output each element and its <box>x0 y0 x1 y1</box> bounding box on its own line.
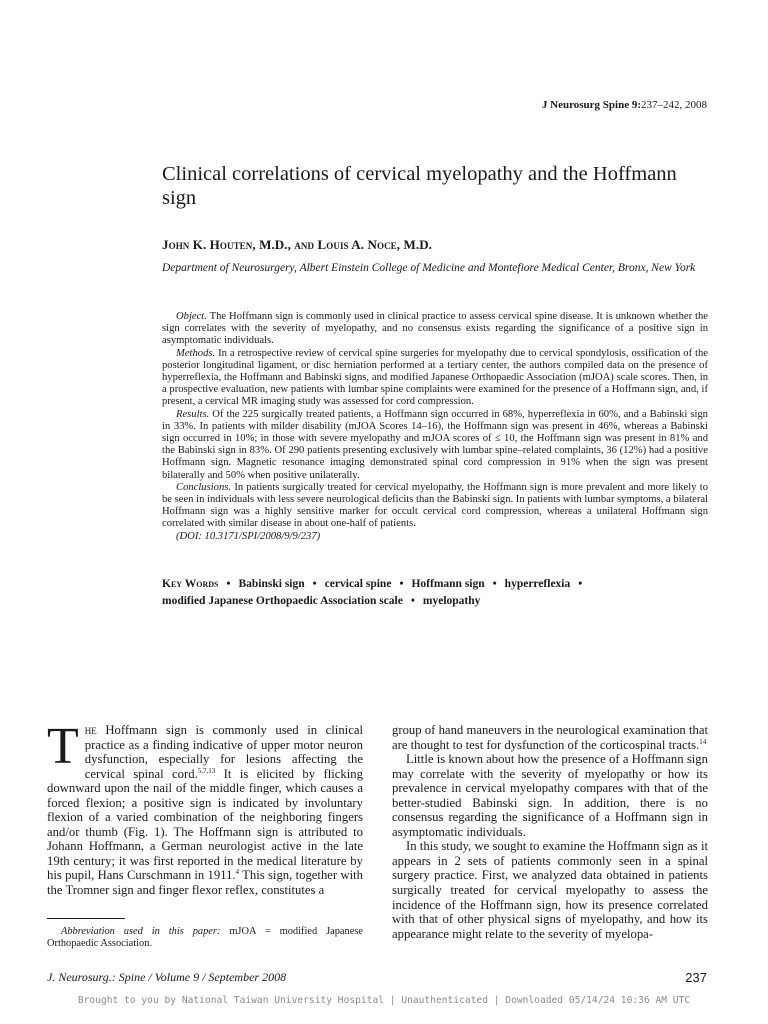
footnote-body: mJOA = modified Japanese Orthopaedic Association. <box>47 926 363 949</box>
keywords-label: Key Words <box>162 578 219 590</box>
affiliation: Department of Neurosurgery, Albert Einstein College of Medicine and Montefiore Medical Center, Bronx, New York <box>162 262 696 274</box>
abstract-methods <box>162 348 708 409</box>
body-paragraph <box>47 718 363 898</box>
bullet-separator: • <box>410 595 415 607</box>
keyword: Hoffmann sign <box>411 578 485 590</box>
abstract-methods-text: In a retrospective review of cervical spine surgeries for myelopathy due to cervical spondylosis, ossification of the posterior longitudinal ligament, or disc herniation performed at a tertiary center, the authors compiled data on the presence of hyperreflexia, the Hoffmann and Babinski signs, and modified Japanese Orthopaedic Association (mJOA) scale scores. Then, in a prospective evaluation, new patients with lumbar spine complaints were examined for the presence of a Hoffmann sign, and, if present, a cervical MR imaging study was assessed for cord compression. <box>162 347 708 408</box>
article-title: Clinical correlations of cervical myelopathy and the Hoffmann sign <box>162 163 677 209</box>
abstract-doi[interactable] <box>162 531 708 543</box>
authors: John K. Houten, M.D., and Louis A. Noce, M.D. <box>162 237 433 252</box>
drop-cap: T <box>47 718 79 775</box>
keywords <box>162 576 722 610</box>
keyword: Babinski sign <box>238 578 305 590</box>
lead-word: he <box>84 723 97 737</box>
journal-name: J Neurosurg Spine 9: <box>541 99 641 111</box>
abstract-object-label: Object. <box>176 311 207 322</box>
keyword: cervical spine <box>324 578 392 590</box>
footnote-text <box>47 926 363 950</box>
bullet-separator: • <box>492 578 497 590</box>
abstract-results-text: Of the 225 surgically treated patients, a Hoffmann sign occurred in 68%, hyperreflexia in 60%, and a Babinski sign in 33%. In patients with milder disability (mJOA Scores 14–16), the Hoffmann sign was present in 46%, whereas a Babinski sign occurred in 10%; in those with severe myelopathy and mJOA scores of ≤ 10, the Hoffmann sign was present in 81% and the Babinski sign in 83%. Of 290 patients presenting exclusively with lumbar spine–related complaints, 36 (12%) had a positive Hoffmann sign. Magnetic resonance imaging demonstrated spinal cord compression in 91% when the sign was present bilaterally and 50% when positive unilaterally. <box>162 408 708 481</box>
keyword: hyperreflexia <box>504 578 571 590</box>
body-text: This sign, together with the Tromner sign and finger flexor reflex, constitutes a <box>47 868 363 898</box>
page-number: 237 <box>685 970 707 985</box>
body-column-left <box>47 718 363 898</box>
abstract-object-text: The Hoffmann sign is commonly used in clinical practice to assess cervical spine disease. It is unknown whether the sign correlates with the severity of myelopathy, and no consensus exists regarding the significance of a positive sign in asymptomatic individuals. <box>162 311 708 347</box>
bullet-separator: • <box>226 578 231 590</box>
citation-superscript[interactable]: 4 <box>235 868 240 877</box>
download-notice: Brought to you by National Taiwan University Hospital | Unauthenticated | Downloaded 05/14/24 10:36 AM UTC <box>77 995 691 1006</box>
body-text: group of hand maneuvers in the neurological examination that are thought to test for dysfunction of the corticospinal tracts. <box>392 723 708 752</box>
abstract-conclusions-label: Conclusions. <box>176 481 232 493</box>
footnote-rule <box>47 918 125 919</box>
keyword: modified Japanese Orthopaedic Association scale <box>162 595 403 607</box>
bullet-separator: • <box>578 578 583 590</box>
journal-reference <box>542 99 707 111</box>
keyword: myelopathy <box>422 595 481 607</box>
footnote-label: Abbreviation used in this paper: <box>61 926 221 937</box>
abstract-object <box>162 311 708 348</box>
abstract-conclusions <box>162 482 708 531</box>
citation-superscript[interactable]: 5,7,13 <box>197 766 216 775</box>
journal-pages: 237–242, 2008 <box>641 99 707 111</box>
body-paragraph: In this study, we sought to examine the Hoffmann sign as it appears in 2 sets of patients commonly seen in a spinal surgery practice. First, we analyzed data obtained in patients surgically treated for cervical myelopathy to assess the incidence of the Hoffmann sign, how its presence correlated with that of other physical signs of myelopathy, and how its appearance might relate to the severity of myelopa- <box>392 839 708 941</box>
abstract-conclusions-text: In patients surgically treated for cervical myelopathy, the Hoffmann sign is more prevalent and more likely to be seen in individuals with less severe neurological deficits than the Babinski sign. In patients with lumbar symptoms, a bilateral Hoffmann sign was a highly sensitive marker for occult cervical cord compression, whereas a unilateral Hoffmann sign correlated with similar disease in about one-half of patients. <box>162 481 708 530</box>
body-text: It is elicited by flicking downward upon the nail of the middle finger, which causes a forced flexion; a positive sign is indicated by involuntary flexion of a varied combination of the neighboring fingers and/or thumb (Fig. 1). The Hoffmann sign is attributed to Johann Hoffmann, a German neurologist active in the late 19th century; it was first reported in the medical literature by his pupil, Hans Curschmann in 1911. <box>47 766 363 883</box>
doi-link[interactable]: (DOI: 10.3171/SPI/2008/9/9/237) <box>176 530 321 542</box>
body-paragraph <box>392 723 708 752</box>
abstract-methods-label: Methods. <box>176 347 216 359</box>
abstract-results <box>162 409 708 482</box>
footnote <box>47 926 363 950</box>
footer-journal: J. Neurosurg.: Spine / Volume 9 / September 2008 <box>47 970 287 984</box>
body-paragraph: Little is known about how the presence of a Hoffmann sign may correlate with the severity of myelopathy or how its prevalence in cervical myelopathy compares with that of the better-studied Babinski sign. In addition, there is no consensus regarding the significance of a Hoffmann sign in asymptomatic individuals. <box>392 752 708 839</box>
body-column-right <box>392 723 708 941</box>
citation-superscript[interactable]: 14 <box>699 737 707 746</box>
body-text: Hoffmann sign is commonly used in clinical practice as a finding indicative of upper motor neuron dysfunction, especially for lesions affecting the cervical spinal cord. <box>84 723 363 781</box>
bullet-separator: • <box>312 578 317 590</box>
abstract-results-label: Results. <box>176 408 210 420</box>
abstract <box>162 311 708 543</box>
bullet-separator: • <box>399 578 404 590</box>
